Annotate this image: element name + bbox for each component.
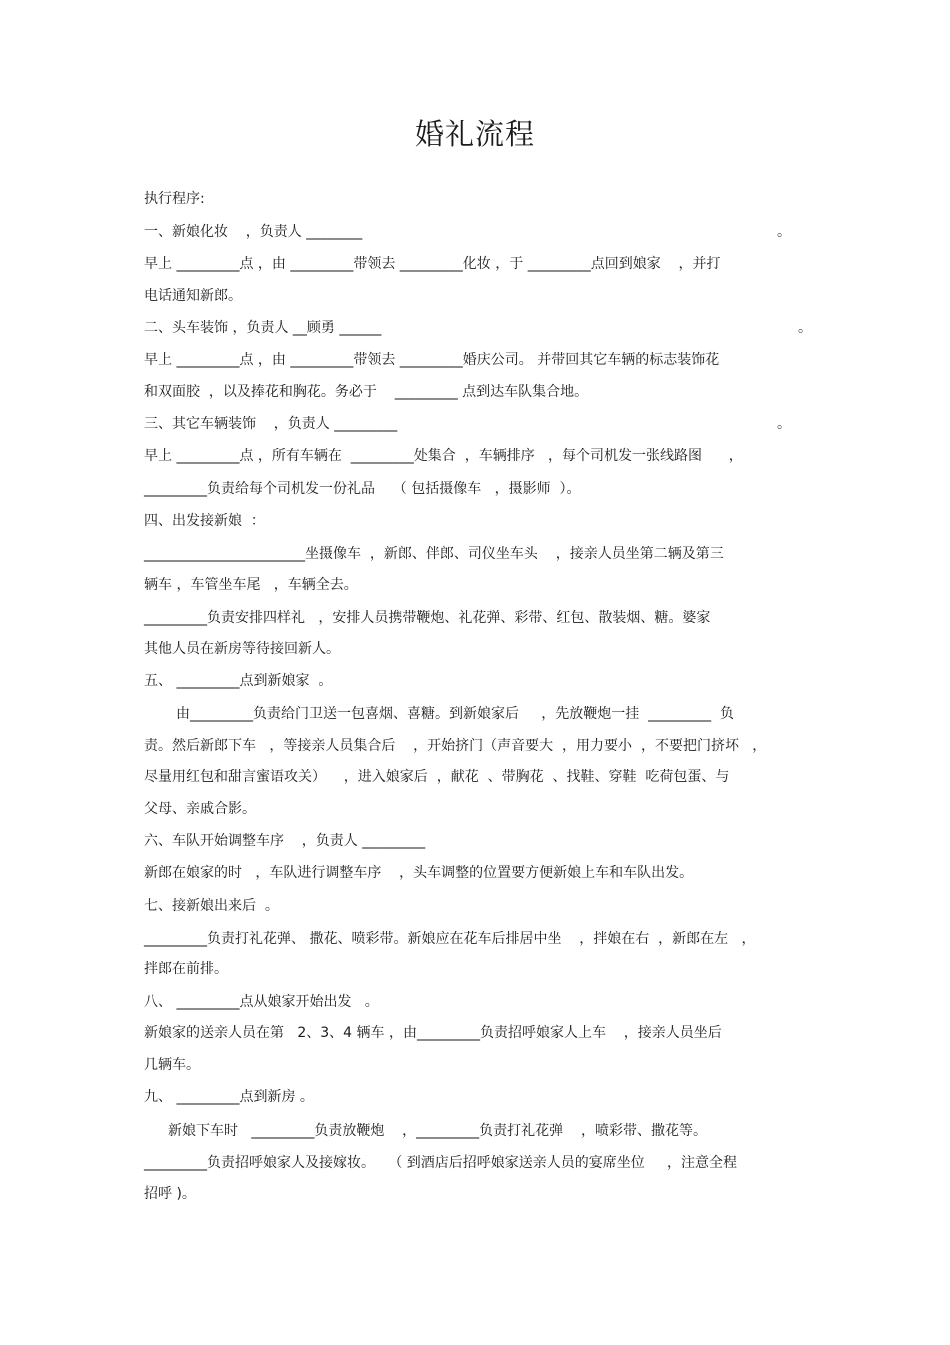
text-line: 电话通知新郎。 [144, 288, 242, 304]
text-line: 早上 _________点 ，由 _________带领去 _________化妆 ，于 _________点回到娘家 ，并打 [144, 256, 721, 272]
section-4-heading: 四、出发接新娘 ： [144, 513, 265, 529]
text-line: _________负责给每个司机发一份礼品 （ 包括摄像车 ，摄影师 ）。 [144, 481, 581, 497]
section-6-heading: 六、车队开始调整车序 ，负责人 _________ [144, 833, 426, 849]
text-line: _________负责招呼娘家人及接嫁妆。 （ 到酒店后招呼娘家送亲人员的宴席坐位 ，注意全程 [144, 1155, 738, 1171]
text-line: _________负责打礼花弹、 撒花、喷彩带。新娘应在花车后排居中坐 ，拌娘在右 ，新郎在左 ， [144, 931, 756, 947]
text-line: 新娘下车时 _________负责放鞭炮 ，_________负责打礼花弹 ，喷彩带、撒花等。 [168, 1123, 707, 1139]
section-3-heading: 三、其它车辆装饰 ，负责人 _________ [144, 416, 398, 432]
text-line: 早上 _________点 ，所有车辆在 _________处集合 ，车辆排序 ，每个司机发一张线路图 ， [144, 448, 743, 464]
text-line: 责。然后新郎下车 ，等接亲人员集合后 ，开始挤门（声音要大 ，用力要小 ，不要把门挤坏 ， [144, 738, 767, 754]
text-line: 新娘家的送亲人员在第 2、3、4 辆车 ，由_________负责招呼娘家人上车 ，接亲人员坐后 [144, 1025, 722, 1041]
section-5-heading: 五、 _________点到新娘家 。 [144, 673, 333, 689]
text-line: 新郎在娘家的时 ，车队进行调整车序 ，头车调整的位置要方便新娘上车和车队出发。 [144, 865, 694, 881]
page-title: 婚礼流程 [414, 117, 535, 151]
section-intro: 执行程序: [144, 191, 205, 207]
text-line: _______________________坐摄像车 ，新郎、伴郎、司仪坐车头 ，接亲人员坐第二辆及第三 [144, 546, 724, 562]
section-7-heading: 七、接新娘出来后 。 [144, 898, 279, 914]
text-line: 几辆车。 [144, 1057, 200, 1073]
text-line: 由_________负责给门卫送一包喜烟、喜糖。到新娘家后 ，先放鞭炮一挂 _________ 负 [176, 706, 735, 722]
section-1-heading: 一、新娘化妆 ，负责人 ________ [144, 224, 363, 240]
text-line: 和双面胶 ，以及捧花和胸花。务必于 _________ 点到达车队集合地。 [144, 384, 589, 400]
end-mark: 。 [798, 320, 812, 336]
section-8-heading: 八、 _________点从娘家开始出发 。 [144, 994, 379, 1010]
text-line: 早上 _________点 ，由 _________带领去 _________婚庆公司。 并带回其它车辆的标志装饰花 [144, 352, 720, 368]
text-line: 尽量用红包和甜言蜜语攻关） ，进入娘家后 ，献花 、带胸花 、找鞋、穿鞋 吃荷包蛋、与 [144, 769, 730, 785]
text-line: 拌郎在前排。 [144, 961, 228, 977]
end-mark: 。 [777, 416, 791, 432]
text-line: 父母、亲戚合影。 [144, 801, 256, 817]
text-line: 招呼 )。 [144, 1186, 196, 1202]
text-line: _________负责安排四样礼 ，安排人员携带鞭炮、礼花弹、彩带、红包、散装烟、糖。婆家 [144, 610, 711, 626]
text-line: 辆车 ，车管坐车尾 ，车辆全去。 [144, 577, 358, 593]
section-2-heading: 二、头车装饰 ，负责人 __顾勇 ______ [144, 320, 382, 336]
end-mark: 。 [777, 224, 791, 240]
section-9-heading: 九、 _________点到新房 。 [144, 1089, 314, 1105]
text-line: 其他人员在新房等待接回新人。 [144, 641, 340, 657]
